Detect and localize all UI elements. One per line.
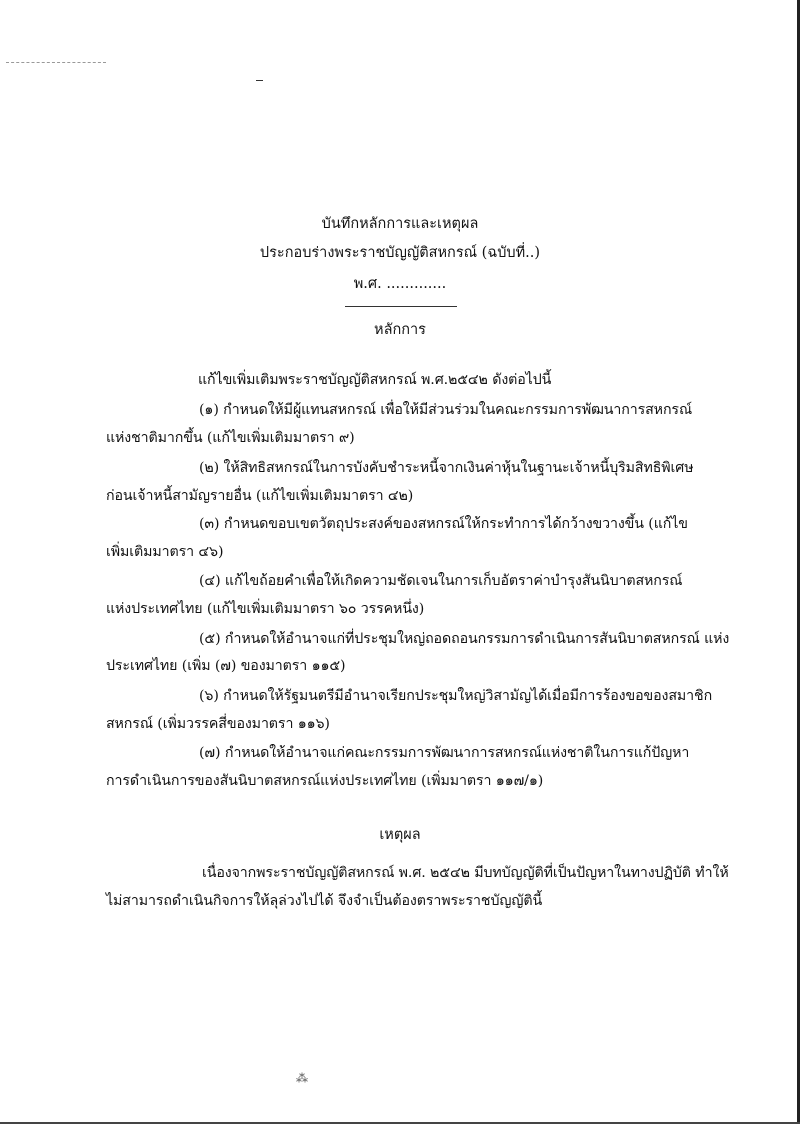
document-subtitle: ประกอบร่างพระราชบัญญัติสหกรณ์ (ฉบับที่..) [259,245,541,261]
principle-item-7-line1: (๗) กำหนดให้อำนาจแก่คณะกรรมการพัฒนาการสหกรณ์แห่งชาติในการแก้ปัญหา [199,745,690,761]
reasons-heading: เหตุผล [379,827,421,843]
title-rule [345,306,457,307]
scan-smudge-icon: ⁂ [296,1071,308,1085]
principles-heading: หลักการ [374,322,426,338]
principle-item-2-line1: (๒) ให้สิทธิสหกรณ์ในการบังคับชำระหนี้จากเงินค่าหุ้นในฐานะเจ้าหนี้บุริมสิทธิพิเศษ [199,460,694,476]
document-title: บันทึกหลักการและเหตุผล [321,216,479,232]
reasons-line2: ไม่สามารถดำเนินกิจการให้ลุล่วงไปได้ จึงจำเป็นต้องตราพระราชบัญญัตินี้ [106,893,543,909]
principle-item-5-line1: (๕) กำหนดให้อำนาจแก่ที่ประชุมใหญ่ถอดถอนกรรมการดำเนินการสันนิบาตสหกรณ์ แห่ง [199,631,730,647]
scan-artifact-dashes [6,62,106,63]
principle-item-3-line1: (๓) กำหนดขอบเขตวัตถุประสงค์ของสหกรณ์ให้กระทำการได้กว้างขวางขึ้น (แก้ไข [199,516,688,532]
principle-item-1-line1: (๑) กำหนดให้มีผู้แทนสหกรณ์ เพื่อให้มีส่วนร่วมในคณะกรรมการพัฒนาการสหกรณ์ [199,402,693,418]
principle-item-6-line2: สหกรณ์ (เพิ่มวรรคสี่ของมาตรา ๑๑๖) [106,716,330,732]
principle-item-7-line2: การดำเนินการของสันนิบาตสหกรณ์แห่งประเทศไทย (เพิ่มมาตรา ๑๑๗/๑) [106,773,544,789]
principles-intro: แก้ไขเพิ่มเติมพระราชบัญญัติสหกรณ์ พ.ศ.๒๕๔๒ ดังต่อไปนี้ [198,372,552,388]
principle-item-4-line2: แห่งประเทศไทย (แก้ไขเพิ่มเติมมาตรา ๖๐ วรรคหนึ่ง) [106,601,425,617]
principle-item-4-line1: (๔) แก้ไขถ้อยคำเพื่อให้เกิดความชัดเจนในการเก็บอัตราค่าบำรุงสันนิบาตสหกรณ์ [199,573,683,589]
principle-item-3-line2: เพิ่มเติมมาตรา ๔๖) [106,544,224,560]
reasons-line1: เนื่องจากพระราชบัญญัติสหกรณ์ พ.ศ. ๒๕๔๒ มีบทบัญญัติที่เป็นปัญหาในทางปฏิบัติ ทำให้ [202,865,729,881]
year-line: พ.ศ. ............. [353,276,447,292]
principle-item-6-line1: (๖) กำหนดให้รัฐมนตรีมีอำนาจเรียกประชุมใหญ่วิสามัญได้เมื่อมีการร้องขอของสมาชิก [199,688,713,704]
principle-item-5-line2: ประเทศไทย (เพิ่ม (๗) ของมาตรา ๑๑๕) [106,658,346,674]
scan-artifact-tick [256,80,263,81]
principle-item-1-line2: แห่งชาติมากขึ้น (แก้ไขเพิ่มเติมมาตรา ๙) [106,430,355,446]
principle-item-2-line2: ก่อนเจ้าหนี้สามัญรายอื่น (แก้ไขเพิ่มเติมมาตรา ๔๒) [106,488,414,504]
